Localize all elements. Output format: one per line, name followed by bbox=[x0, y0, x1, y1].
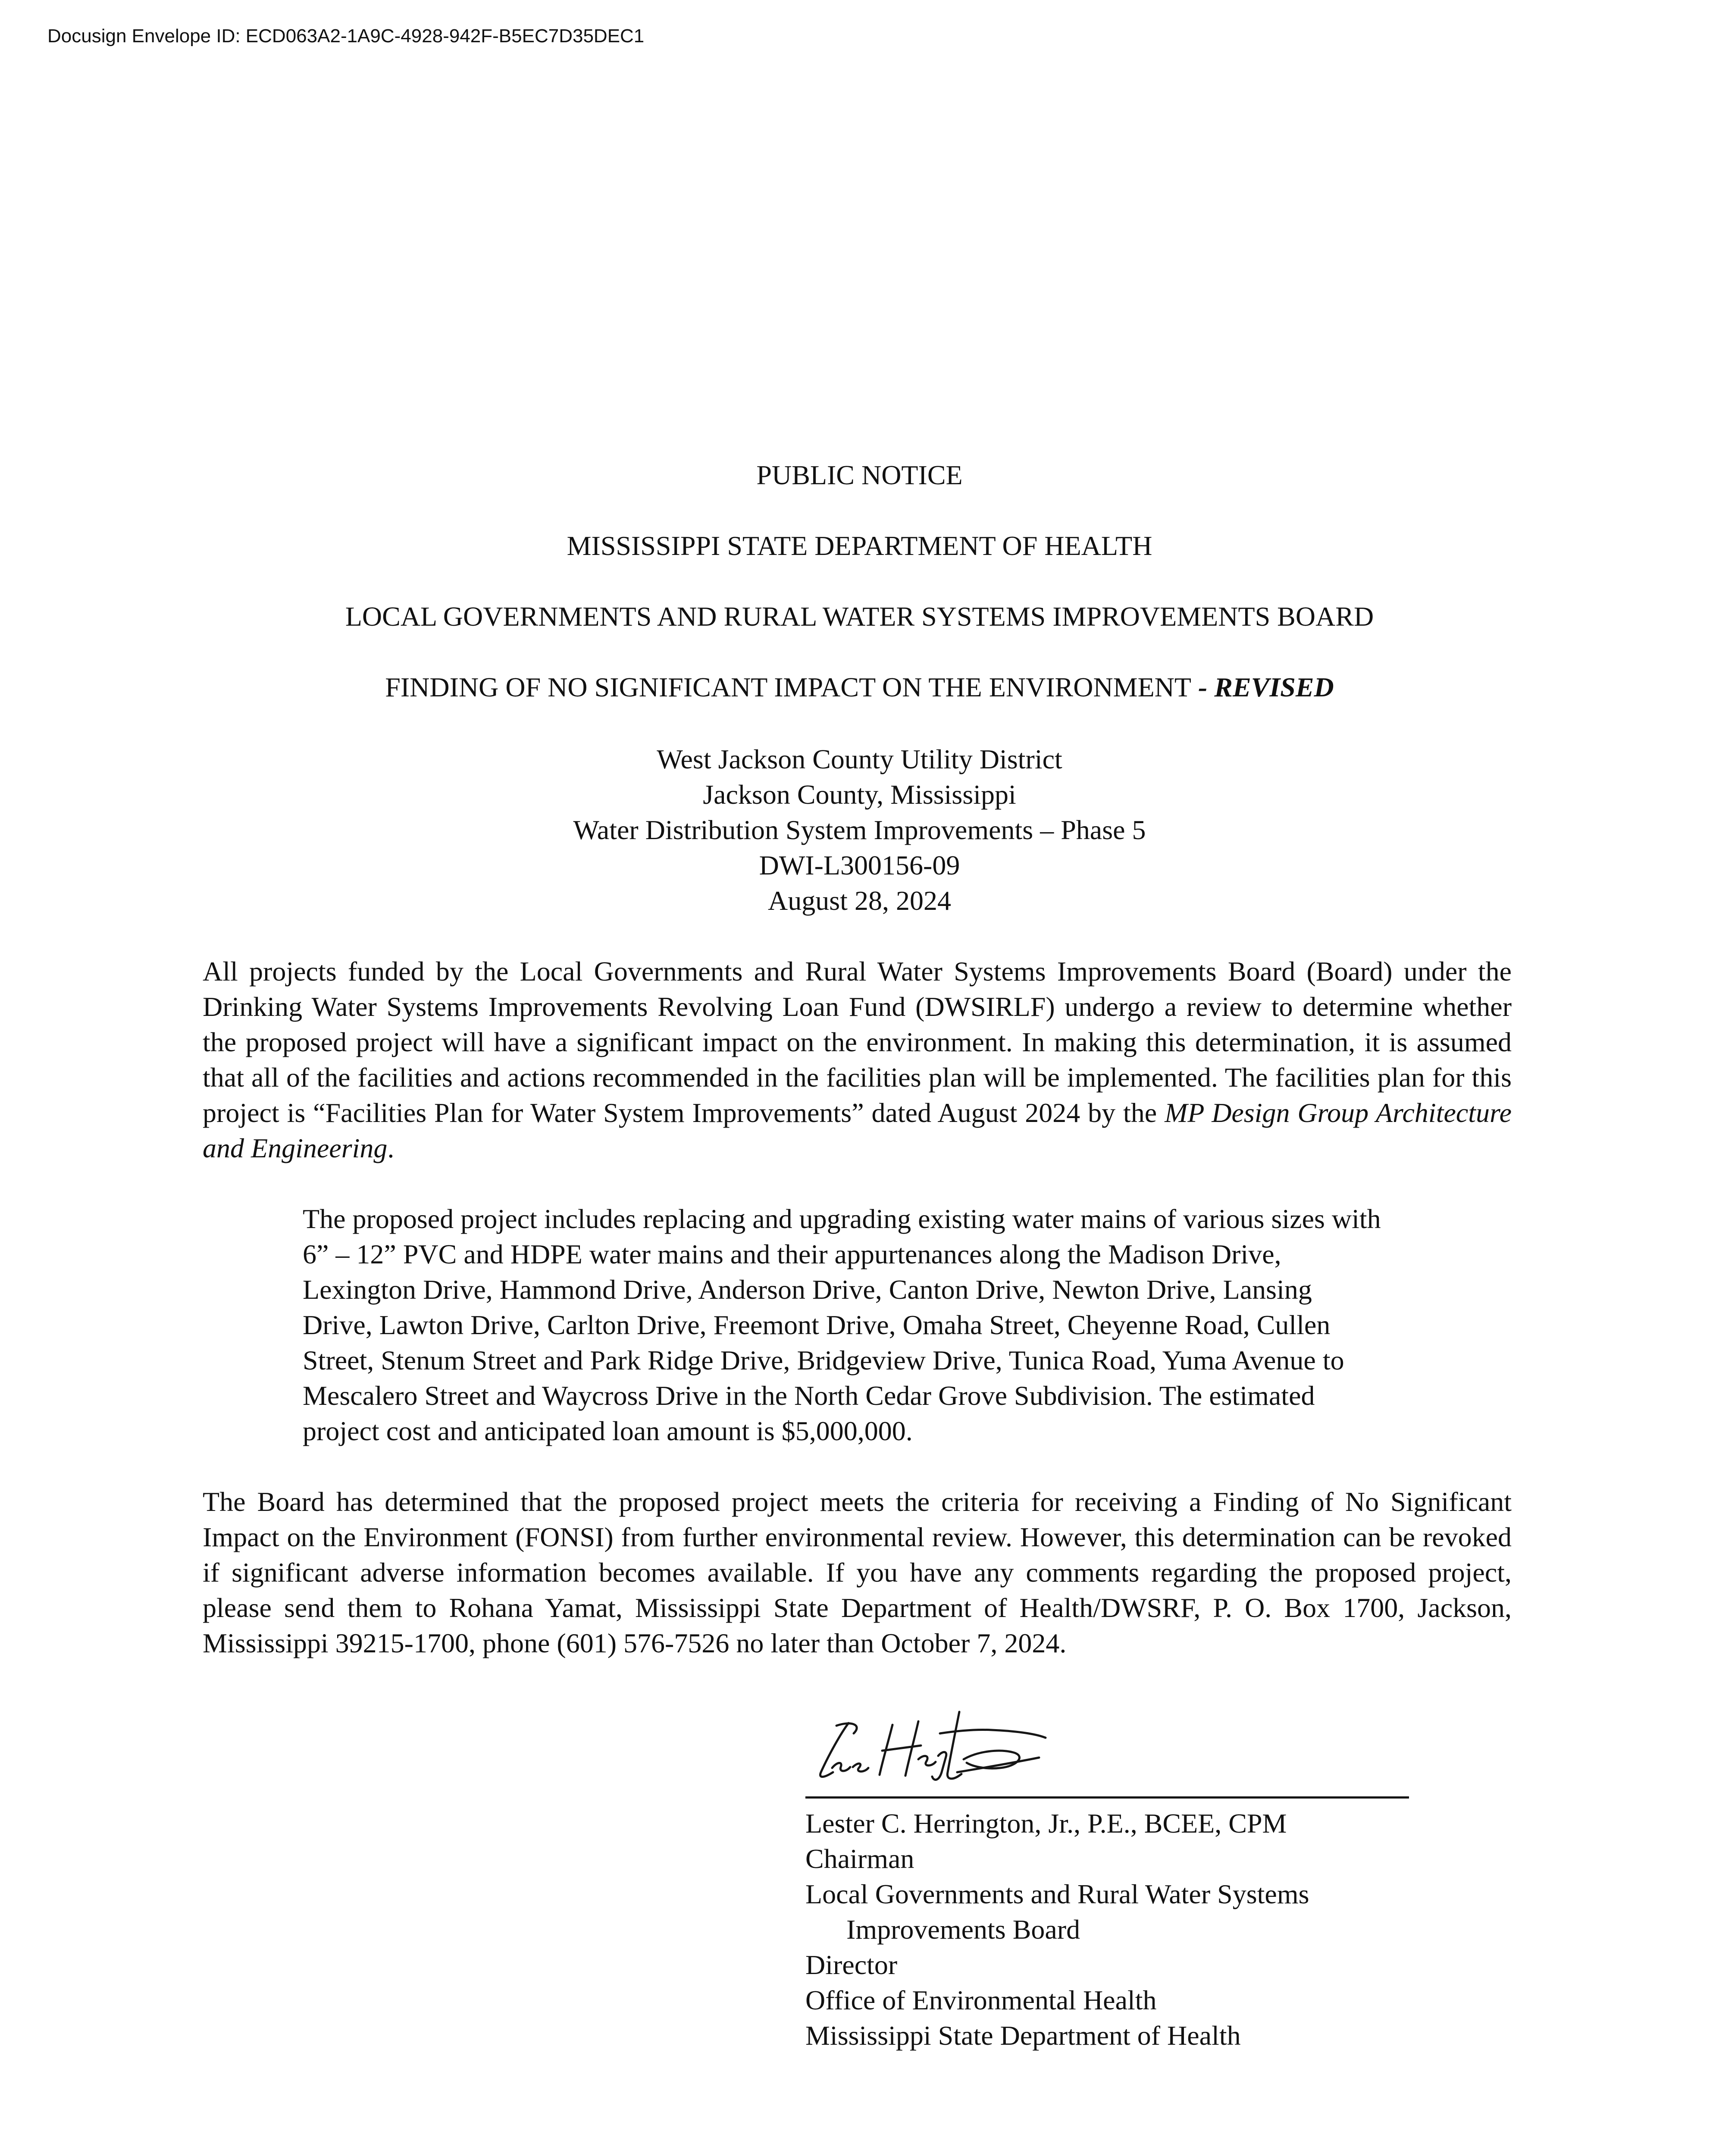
signer-title-director: Director bbox=[805, 1949, 898, 1980]
signer-name: Lester C. Herrington, Jr., P.E., BCEE, CPM bbox=[805, 1808, 1287, 1839]
heading-public-notice: PUBLIC NOTICE bbox=[756, 460, 963, 490]
determination-paragraph: The Board has determined that the proposed project meets the criteria for receiving a Finding of No Significant Impact on the Environment (FONSI) from further environmental review. However, this determination can be revoked if significant adverse information becomes available. If you have any comments regarding the proposed project, please send them to Rohana Yamat, Mississippi State Department of Health/DWSRF, P. O. Box 1700, Jackson, Mississippi 39215-1700, phone (601) 576-7526 no later than October 7, 2024. bbox=[203, 1486, 1512, 1658]
docusign-envelope-id: Docusign Envelope ID: ECD063A2-1A9C-4928-942F-B5EC7D35DEC1 bbox=[47, 25, 645, 47]
revised-label: REVISED bbox=[1214, 672, 1334, 702]
handwritten-signature bbox=[811, 1708, 1052, 1789]
engineering-firm: MP Design Group Architecture and Engineering bbox=[203, 1097, 1512, 1163]
finding-separator: - bbox=[1191, 672, 1215, 702]
description-line: Lexington Drive, Hammond Drive, Anderson Drive, Canton Drive, Newton Drive, Lansing bbox=[303, 1274, 1312, 1305]
description-line: project cost and anticipated loan amount is $5,000,000. bbox=[303, 1416, 913, 1446]
signer-title-chairman: Chairman bbox=[805, 1843, 914, 1874]
description-line: Mescalero Street and Waycross Drive in the North Cedar Grove Subdivision. The estimated bbox=[303, 1380, 1315, 1411]
signer-board-line2: Improvements Board bbox=[846, 1914, 1080, 1945]
project-county: Jackson County, Mississippi bbox=[703, 779, 1016, 810]
description-line: The proposed project includes replacing and upgrading existing water mains of various sizes with bbox=[303, 1203, 1381, 1234]
project-district: West Jackson County Utility District bbox=[657, 744, 1062, 774]
description-line: Drive, Lawton Drive, Carlton Drive, Freemont Drive, Omaha Street, Cheyenne Road, Cullen bbox=[303, 1310, 1331, 1340]
signer-block bbox=[805, 1806, 1309, 2053]
project-date: August 28, 2024 bbox=[768, 885, 951, 916]
signer-office: Office of Environmental Health bbox=[805, 1985, 1157, 2015]
signer-department: Mississippi State Department of Health bbox=[805, 2020, 1241, 2051]
heading-finding bbox=[0, 674, 1719, 701]
description-line: Street, Stenum Street and Park Ridge Drive, Bridgeview Drive, Tunica Road, Yuma Avenue to bbox=[303, 1345, 1344, 1376]
signature-line bbox=[805, 1796, 1409, 1799]
description-line: 6” – 12” PVC and HDPE water mains and their appurtenances along the Madison Drive, bbox=[303, 1239, 1281, 1269]
intro-paragraph bbox=[203, 954, 1512, 1166]
heading-department: MISSISSIPPI STATE DEPARTMENT OF HEALTH bbox=[567, 530, 1152, 561]
project-info bbox=[0, 742, 1719, 918]
intro-text: All projects funded by the Local Governments and Rural Water Systems Improvements Board (Board) under the Drinking Water Systems Improvements Revolving Loan Fund (DWSIRLF) undergo a review to determine whether the proposed project will have a significant impact on the environment. In making this determination, it is assumed that all of the facilities and actions recommended in the facilities plan will be implemented. The facilities plan for this project is “Facilities Plan for Water System Improvements” dated August 2024 by the bbox=[203, 956, 1512, 1128]
finding-text: FINDING OF NO SIGNIFICANT IMPACT ON THE ENVIRONMENT bbox=[385, 672, 1191, 702]
project-title: Water Distribution System Improvements – Phase 5 bbox=[573, 815, 1146, 845]
project-description bbox=[303, 1201, 1519, 1449]
intro-end: . bbox=[387, 1133, 395, 1163]
heading-board: LOCAL GOVERNMENTS AND RURAL WATER SYSTEMS IMPROVEMENTS BOARD bbox=[345, 601, 1374, 632]
signer-board-line1: Local Governments and Rural Water Systems bbox=[805, 1879, 1309, 1909]
project-number: DWI-L300156-09 bbox=[759, 850, 960, 881]
